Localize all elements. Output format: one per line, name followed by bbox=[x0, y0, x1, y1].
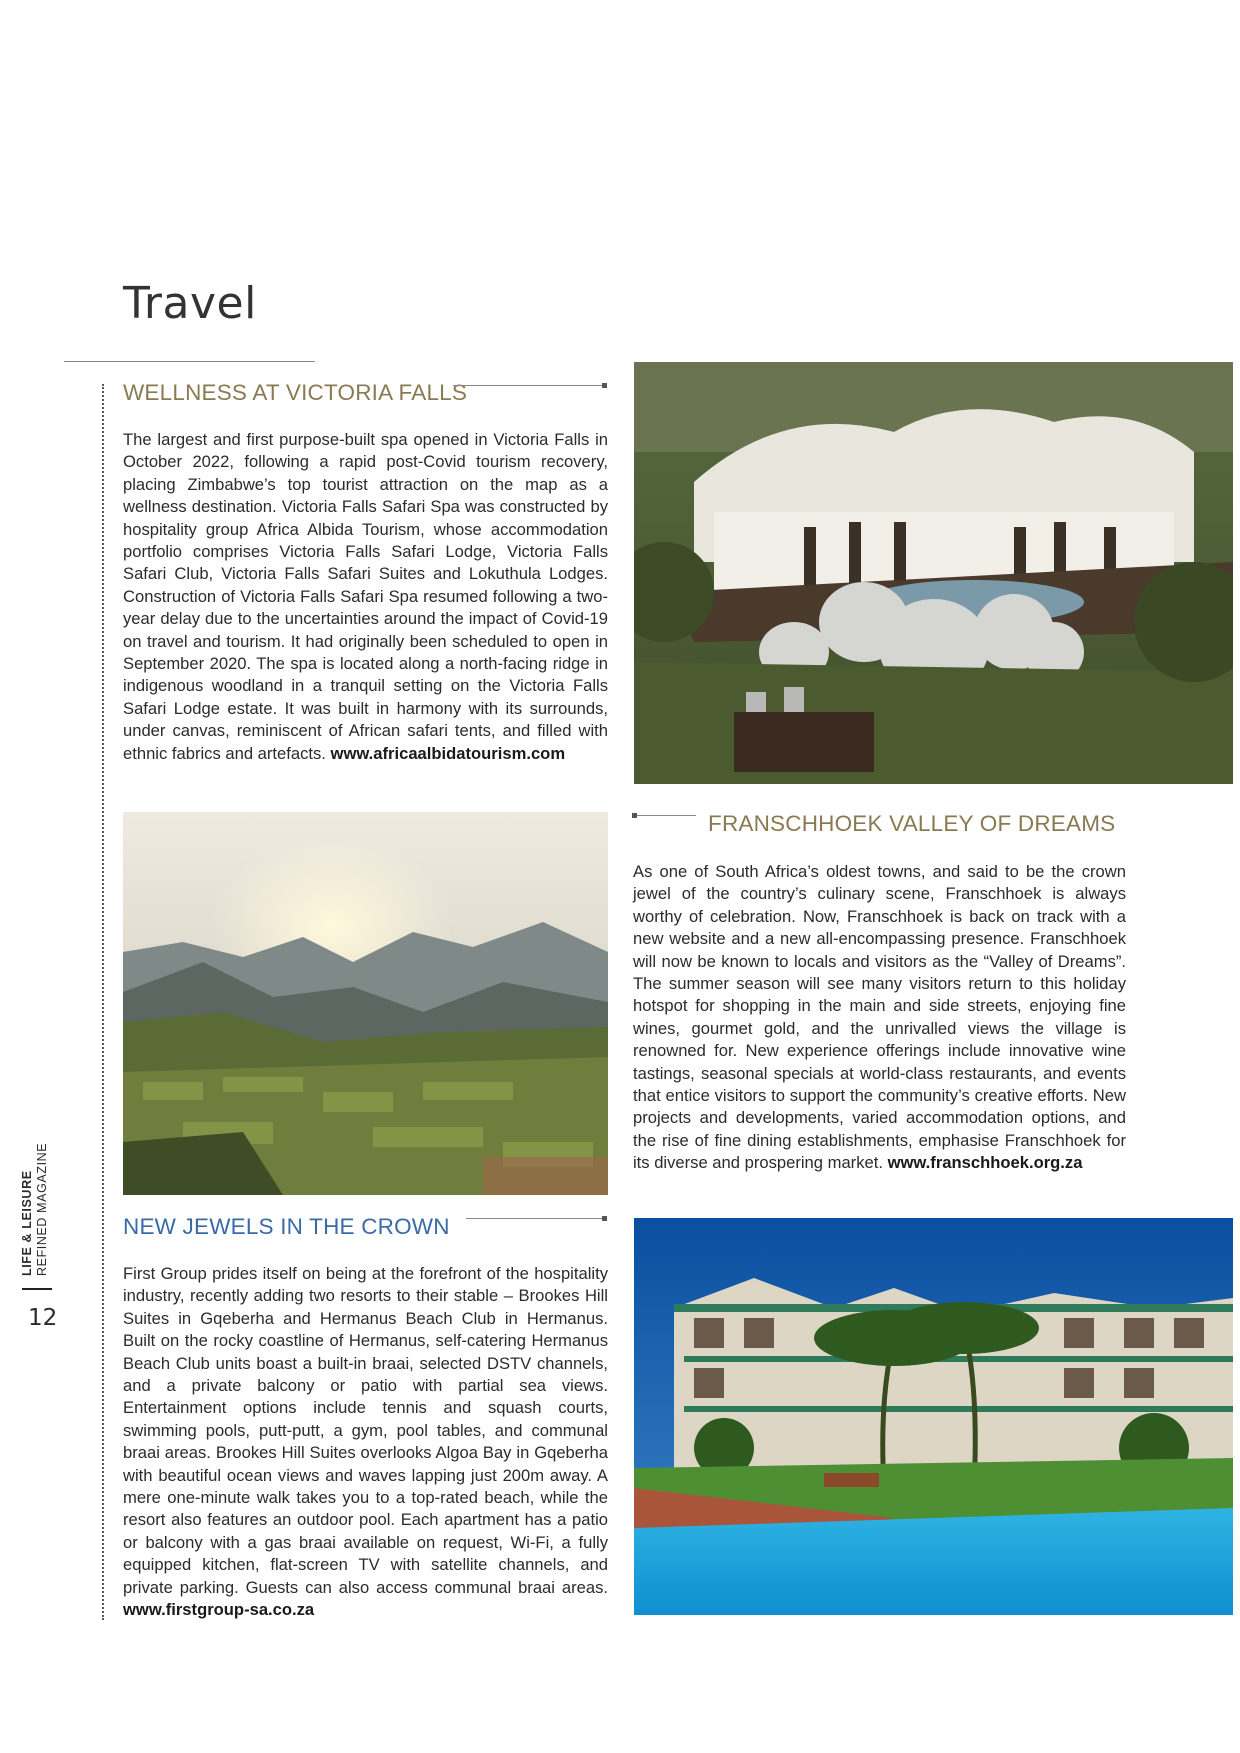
victoria-link[interactable]: www.africaalbidatourism.com bbox=[330, 743, 566, 763]
jewels-heading: NEW JEWELS IN THE CROWN bbox=[123, 1214, 450, 1239]
dotted-column-rule bbox=[102, 384, 104, 1620]
victoria-heading: WELLNESS AT VICTORIA FALLS bbox=[123, 380, 468, 405]
title-rule bbox=[64, 361, 315, 362]
page-number: 12 bbox=[28, 1305, 58, 1331]
jewels-heading-rule bbox=[466, 1218, 605, 1219]
page-number-rule bbox=[22, 1288, 52, 1290]
jewels-body bbox=[123, 1263, 608, 1622]
franschhoek-link[interactable]: www.franschhoek.org.za bbox=[887, 1153, 1083, 1173]
victoria-body bbox=[123, 429, 608, 765]
publication-label bbox=[20, 1116, 64, 1276]
jewels-body-text: First Group prides itself on being at the forefront of the hospitality industry, recently adding two resorts to their stable – Brookes Hill Suites in Gqeberha and Hermanus Beach Club in Hermanus. Built on the rocky coastline of Hermanus, self-catering Hermanus Beach Club units boast a built-in braai, selected DSTV channels, and a private balcony or patio with partial sea views. Entertainment options include tennis and squash courts, swimming pools, putt-putt, a gym, pool tables, and communal braai areas. Brookes Hill Suites overlooks Algoa Bay in Gqeberha with beautiful ocean views and waves lapping just 200m away. A mere one-minute walk takes you to a top-rated beach, while the resort also features an outdoor pool. Each apartment has a patio or balcony with a gas braai available on request, Wi-Fi, a fully equipped kitchen, flat-screen TV with satellite channels, and private parking. Guests can also access communal braai areas. bbox=[123, 1264, 608, 1597]
publication-name: LIFE & LEISURE bbox=[20, 1170, 34, 1276]
section-title: Travel bbox=[123, 278, 257, 329]
safari-spa-photo bbox=[634, 362, 1233, 784]
victoria-heading-rule bbox=[453, 385, 605, 386]
franschhoek-body-text: As one of South Africa’s oldest towns, and said to be the crown jewel of the country’s culinary scene, Franschhoek is always worthy of celebration. Now, Franschhoek is back on track with a new website and a new all-encompassing presence. Franschhoek will now be known to locals and visitors as the “Valley of Dreams”. The summer season will see many visitors return to this holiday hotspot for shopping in the main and side streets, enjoying fine wines, gourmet gold, and the unrivalled views the village is renowned for. New experience offerings include innovative wine tastings, seasonal specials at world-class restaurants, and events that entice visitors to support the community’s creative efforts. New projects and developments, varied accommodation options, and the rise of fine dining establishments, emphasise Franschhoek for its diverse and prospering market. bbox=[633, 862, 1126, 1173]
franschhoek-heading: FRANSCHHOEK VALLEY OF DREAMS bbox=[708, 811, 1116, 836]
franschhoek-body bbox=[633, 861, 1126, 1175]
franschhoek-heading-rule bbox=[634, 815, 696, 816]
franschhoek-valley-photo bbox=[123, 812, 608, 1195]
victoria-body-text: The largest and first purpose-built spa opened in Victoria Falls in October 2022, following a rapid post-Covid tourism recovery, placing Zimbabwe’s top tourist attraction on the map as a wellness destination. Victoria Falls Safari Spa was constructed by hospitality group Africa Albida Tourism, whose accommodation portfolio comprises Victoria Falls Safari Lodge, Victoria Falls Safari Club, Victoria Falls Safari Suites and Lokuthula Lodges. Construction of Victoria Falls Safari Spa resumed following a two-year delay due to the uncertainties around the impact of Covid-19 on travel and tourism. It had originally been scheduled to open in September 2020. The spa is located along a north-facing ridge in indigenous woodland in a tranquil setting on the Victoria Falls Safari Lodge estate. It was built in harmony with its surrounds, under canvas, reminiscent of African safari tents, and filled with ethnic fabrics and artefacts. bbox=[123, 430, 608, 763]
resort-pool-photo bbox=[634, 1218, 1233, 1615]
publication-subtitle: REFINED MAGAZINE bbox=[35, 1142, 49, 1276]
jewels-link[interactable]: www.firstgroup-sa.co.za bbox=[123, 1600, 315, 1620]
